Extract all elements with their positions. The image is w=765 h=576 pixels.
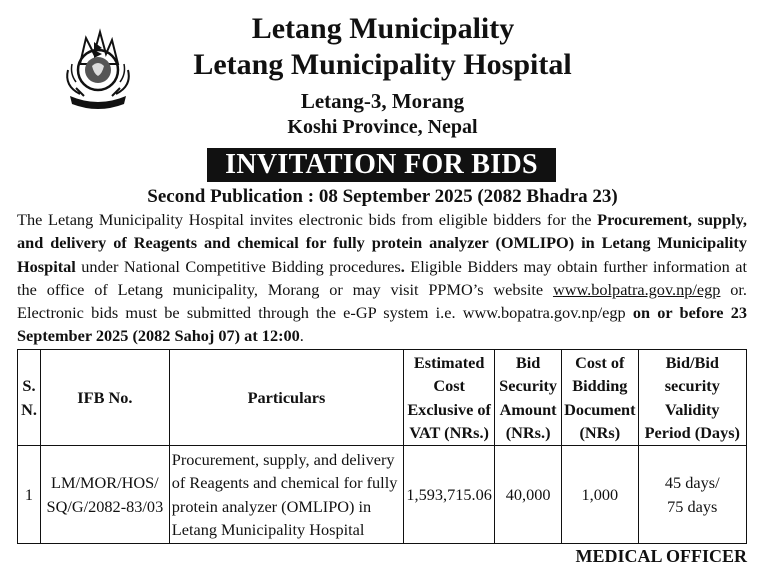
- header-validity: Bid/Bid security Validity Period (Days): [638, 350, 746, 446]
- notice-body: [17, 208, 747, 348]
- validity-line-1: 45 days/: [664, 473, 720, 492]
- letterhead: [0, 12, 765, 139]
- notice-text: The Letang Municipality Hospital invites electronic bids from eligible bidders for the: [17, 210, 598, 229]
- notice-title-banner: INVITATION FOR BIDS: [207, 148, 556, 182]
- cell-particulars: Procurement, supply, and delivery of Reagents and chemical for fully protein analyzer (OMLIPO) in Letang Municipality Hospital: [169, 446, 403, 544]
- cell-ifb-no: LM/MOR/HOS/ SQ/G/2082-83/03: [40, 446, 169, 544]
- bid-table: [17, 349, 747, 544]
- header-particulars: Particulars: [169, 350, 403, 446]
- address-line-1: Letang-3, Morang: [300, 89, 465, 113]
- publication-date: Second Publication : 08 September 2025 (2082 Bhadra 23): [147, 186, 618, 207]
- cell-estimated-cost: 1,593,715.06: [404, 446, 495, 544]
- header-ifb-no: IFB No.: [40, 350, 169, 446]
- notice-text: .: [299, 326, 304, 346]
- notice-text: under National Competitive Bidding procedures: [75, 256, 401, 276]
- notice-text: Eligible Bidders may obtain further information at the office of Letang municipality, Morang or may visit PPMO’s website: [17, 256, 748, 299]
- header-document-cost: Cost of Bidding Document (NRs): [562, 350, 638, 446]
- table-row: [18, 446, 747, 544]
- header-bid-security: Bid Security Amount (NRs.): [495, 350, 562, 446]
- notice-subject: Procurement, supply, and delivery of Reagents and chemical for fully protein analyzer (OMLIPO) in Letang Municipality Hospital: [17, 210, 747, 276]
- organization-name: Letang Municipality: [251, 12, 515, 45]
- cell-validity: [638, 446, 746, 544]
- header-sn: S. N.: [18, 350, 41, 446]
- egp-website-link[interactable]: www.bolpatra.gov.np/egp: [552, 279, 721, 299]
- header-estimated-cost: Estimated Cost Exclusive of VAT (NRs.): [404, 350, 495, 446]
- cell-sn: 1: [18, 446, 41, 544]
- validity-line-2: 75 days: [667, 496, 718, 516]
- table-header-row: [18, 350, 747, 446]
- submission-deadline: on or before 23 September 2025 (2082 Sahoj 07) at 12:00: [17, 303, 747, 346]
- cell-document-cost: 1,000: [562, 446, 638, 544]
- cell-bid-security: 40,000: [495, 446, 562, 544]
- signatory-title: MEDICAL OFFICER: [575, 546, 747, 566]
- notice-text: or. Electronic bids must be submitted through the e-GP system i.e. www.bopatra.gov.np/egp: [17, 279, 747, 323]
- notice-text-bold: .: [400, 256, 405, 276]
- hospital-name: Letang Municipality Hospital: [193, 48, 572, 81]
- address-line-2: Koshi Province, Nepal: [287, 116, 478, 138]
